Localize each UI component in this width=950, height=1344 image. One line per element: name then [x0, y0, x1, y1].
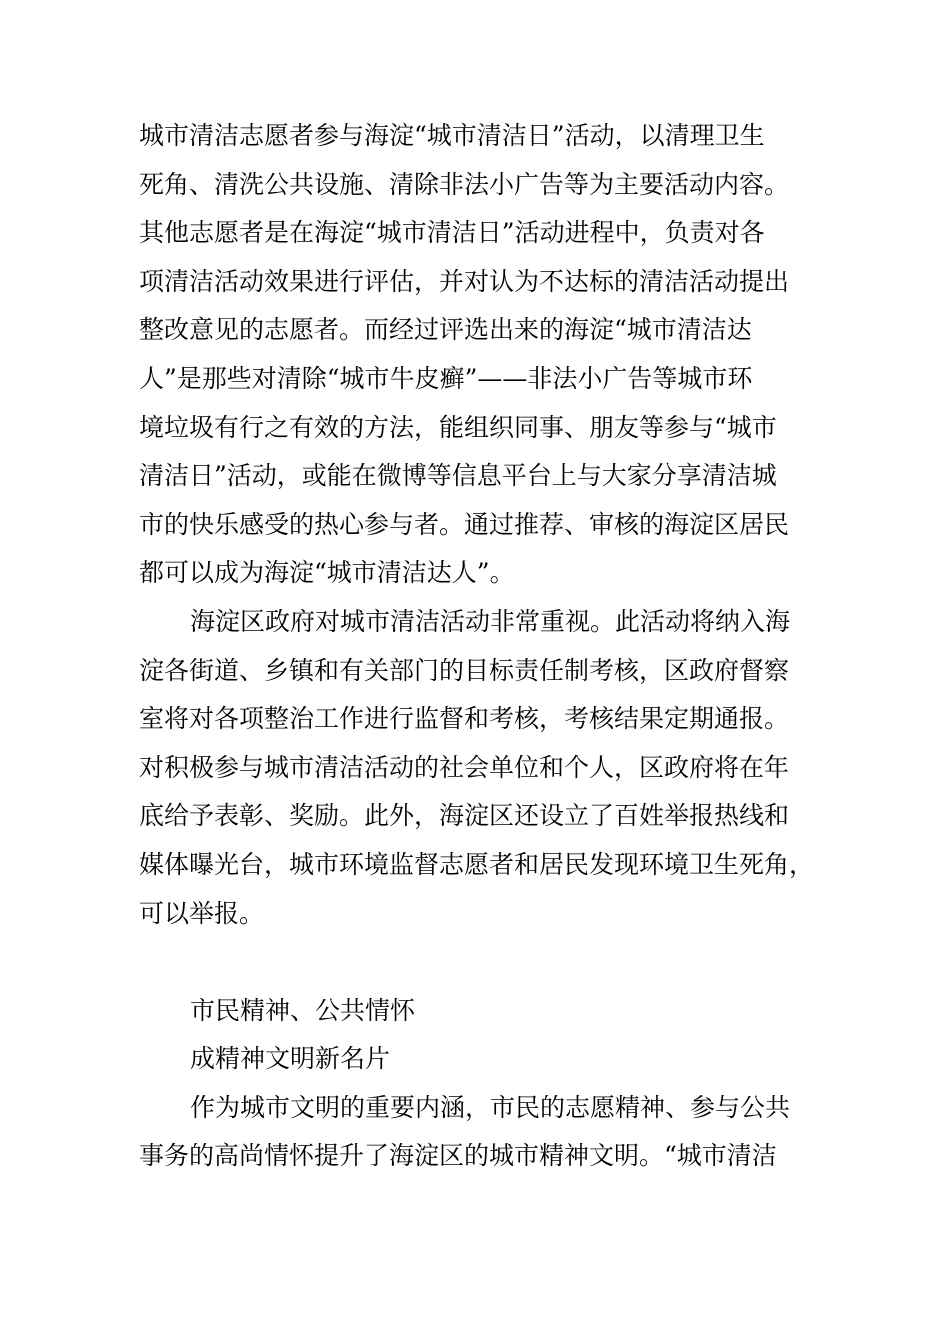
heading-line: 市民精神、公共情怀 [190, 995, 416, 1025]
text-line: 清洁日”活动，或能在微博等信息平台上与大家分享清洁城 [139, 461, 777, 491]
text-line: 海淀区政府对城市清洁活动非常重视。此活动将纳入海 [190, 606, 791, 636]
text-line: 室将对各项整治工作进行监督和考核，考核结果定期通报。 [139, 704, 790, 734]
paragraph-volunteers [139, 112, 839, 598]
text-line: 可以举报。 [139, 898, 265, 928]
document-body [139, 112, 839, 1181]
text-line: 项清洁活动效果进行评估，并对认为不达标的清洁活动提出 [139, 266, 790, 296]
paragraph-government [139, 598, 839, 938]
paragraph-civic-spirit [139, 1084, 839, 1181]
text-line: 境垃圾有行之有效的方法，能组织同事、朋友等参与“城市 [139, 412, 777, 442]
text-line: 事务的高尚情怀提升了海淀区的城市精神文明。“城市清洁 [139, 1141, 777, 1171]
text-line: 其他志愿者是在海淀“城市清洁日”活动进程中，负责对各 [139, 218, 765, 248]
text-line: 作为城市文明的重要内涵，市民的志愿精神、参与公共 [190, 1092, 791, 1122]
text-line: 人”是那些对清除“城市牛皮癣”——非法小广告等城市环 [139, 363, 753, 393]
text-line: 都可以成为海淀“城市清洁达人”。 [139, 558, 515, 588]
text-line: 死角、清洗公共设施、清除非法小广告等为主要活动内容。 [139, 169, 790, 199]
text-line: 城市清洁志愿者参与海淀“城市清洁日”活动，以清理卫生 [139, 121, 765, 150]
text-line: 淀各街道、乡镇和有关部门的目标责任制考核，区政府督察 [139, 655, 790, 685]
section-heading [139, 987, 839, 1084]
text-line: 整改意见的志愿者。而经过评选出来的海淀“城市清洁达 [139, 315, 752, 345]
text-line: 对积极参与城市清洁活动的社会单位和个人，区政府将在年 [139, 752, 790, 782]
text-line: 底给予表彰、奖励。此外，海淀区还设立了百姓举报热线和 [139, 801, 790, 831]
text-line: 媒体曝光台，城市环境监督志愿者和居民发现环境卫生死角， [139, 849, 815, 879]
heading-line: 成精神文明新名片 [190, 1044, 391, 1074]
blank-line [139, 938, 839, 987]
text-line: 市的快乐感受的热心参与者。通过推荐、审核的海淀区居民 [139, 509, 790, 539]
